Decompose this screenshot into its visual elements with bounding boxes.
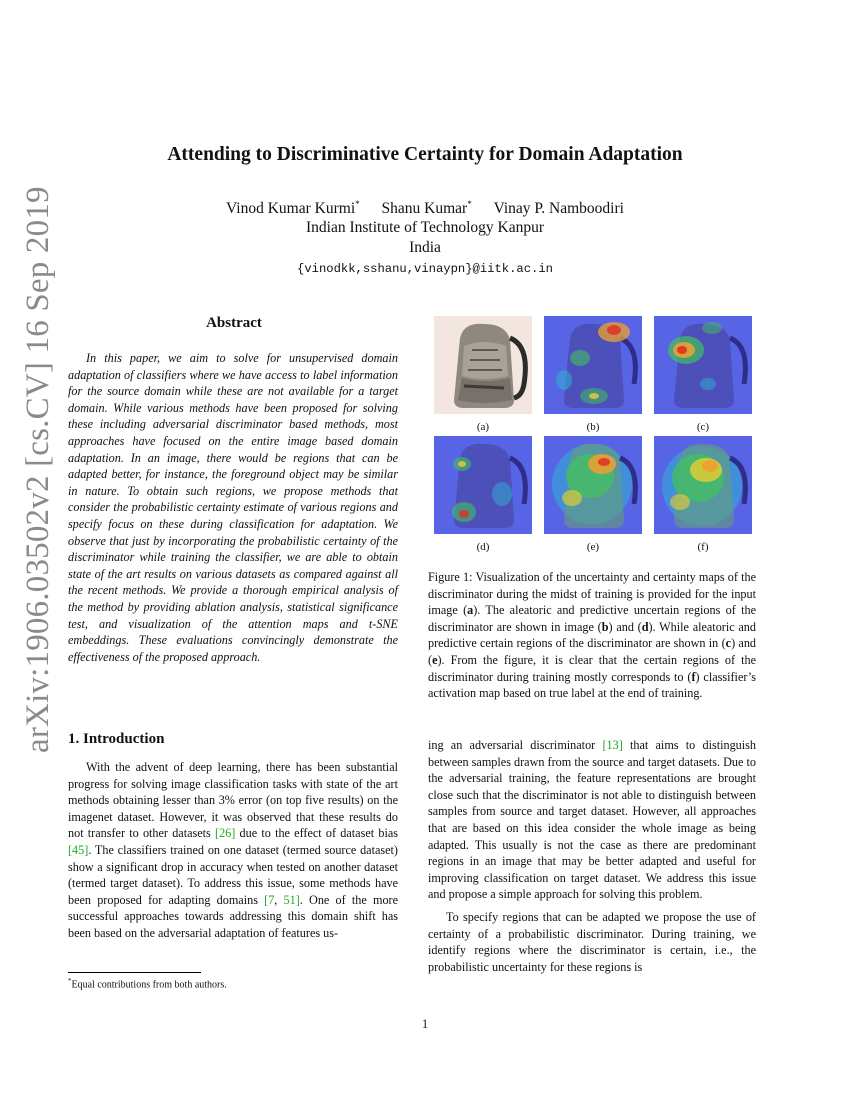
paper-title: Attending to Discriminative Certainty for Domain Adaptation [167,144,683,165]
intro-body [68,759,398,942]
abstract-text: In this paper, we aim to solve for unsupervised domain adaptation of classifiers where we have access to label information for the source domain while these are not available for a target domain. While various methods have been proposed for solving these including adversarial discriminator based methods, most approaches have focused on the entire image based domain adaptation. In an image, there would be regions that can be adapted better, for instance, the foreground object may be similar in nature. To obtain such regions, we propose methods that consider the probabilistic certainty estimate of various regions and specify focus on these during classification for adaptation. We observe that just by incorporating the probabilistic certainty of the discriminator while training the classifier, we are able to obtain state of the art results on various datasets as compared against all the recent methods. We provide a thorough empirical analysis of the method by providing ablation analysis, statistical significance test, and visualization of the attention maps and t-SNE embeddings. These evaluations convincingly demonstrate the effectiveness of the proposed approach. [68,351,398,664]
citation-link[interactable]: [45] [68,842,89,857]
footnote-rule [68,972,201,973]
intro-heading: 1. Introduction [68,731,165,747]
heatmap-predictive-certain [544,436,642,534]
heatmap-predictive-uncertain [434,436,532,534]
arxiv-side-stamp: arXiv:1906.03502v2 [cs.CV] 16 Sep 2019 [20,186,56,753]
author: Vinod Kumar Kurmi* [226,198,360,217]
footnote: *Equal contributions from both authors. [68,977,227,991]
intro-paragraph: With the advent of deep learning, there has been substantial progress for solving image classification tasks with state of the art methods obtaining lesser than 3% error (on top five results) on the imagenet dataset. However, it was observed that these results do not transfer to other datasets [26] due to the effect of dataset bias [45]. The classifiers trained on one dataset (termed source dataset) show a significant drop in accuracy when tested on another dataset (termed target dataset). To address this issue, some methods have been proposed for adapting domains [7, 51]. One of the more successful approaches towards addressing this domain shift has been based on the adversarial adaptation of features us- [68,760,399,940]
body-paragraph: To specify regions that can be adapted we propose the use of certainty of a probabilistic discriminator. During training, we identify regions where the discriminator is certain, i.e., the probabilistic uncertainty for these regions is [428,909,756,974]
author-list [0,199,850,219]
author: Shanu Kumar* [381,198,472,217]
body-paragraph: ing an adversarial discriminator [13] that aims to distinguish between samples drawn from the source and target datasets. Due to the adversarial training, the feature representations are brought close such that the discriminator is not able to distinguish between samples from source and target dataset. However, all approaches that are based on this idea consider the whole image as being adapted. This usually is not the case as there are predominant regions in an image that may be better adapted and useful for improving classification on target dataset. We address this issue and propose a simple approach for solving this problem. [428,738,756,902]
citation-link[interactable]: [13] [602,738,623,752]
author-emails: {vinodkk,sshanu,vinaypn}@iitk.ac.in [297,262,553,276]
abstract-body [68,350,398,665]
citation-link[interactable]: [7 [264,892,275,907]
subfigure-label: (c) [696,421,710,433]
subfigure-label: (d) [476,541,490,553]
subfigure-label: (f) [697,541,709,553]
page-number: 1 [421,1017,429,1031]
heatmap-classifier-activation [654,436,752,534]
subfigure-label: (e) [586,541,600,553]
subfigure-label: (b) [586,421,600,433]
citation-link[interactable]: 51] [283,892,300,907]
heatmap-aleatoric-certain [654,316,752,414]
abstract-heading: Abstract [206,315,262,331]
heatmap-aleatoric-uncertain [544,316,642,414]
subfigure-label: (a) [476,421,490,433]
author: Vinay P. Namboodiri [493,200,624,217]
right-column-body [428,737,756,975]
affiliation: Indian Institute of Technology Kanpur [306,219,544,236]
country: India [409,239,441,256]
backpack-photo [434,316,532,414]
citation-link[interactable]: [26] [215,826,236,841]
figure-caption: Figure 1: Visualization of the uncertainty and certainty maps of the discriminator during the midst of training is provided for the input image (a). The aleatoric and predictive uncertain regions of the discriminator are shown in image (b) and (d). While aleatoric and predictive certain regions of the discriminator are shown in (c) and (e). From the figure, it is clear that the certain regions of the discriminator during training mostly corresponds to (f) classifier’s activation map based on true label at the end of training. [428,570,757,701]
